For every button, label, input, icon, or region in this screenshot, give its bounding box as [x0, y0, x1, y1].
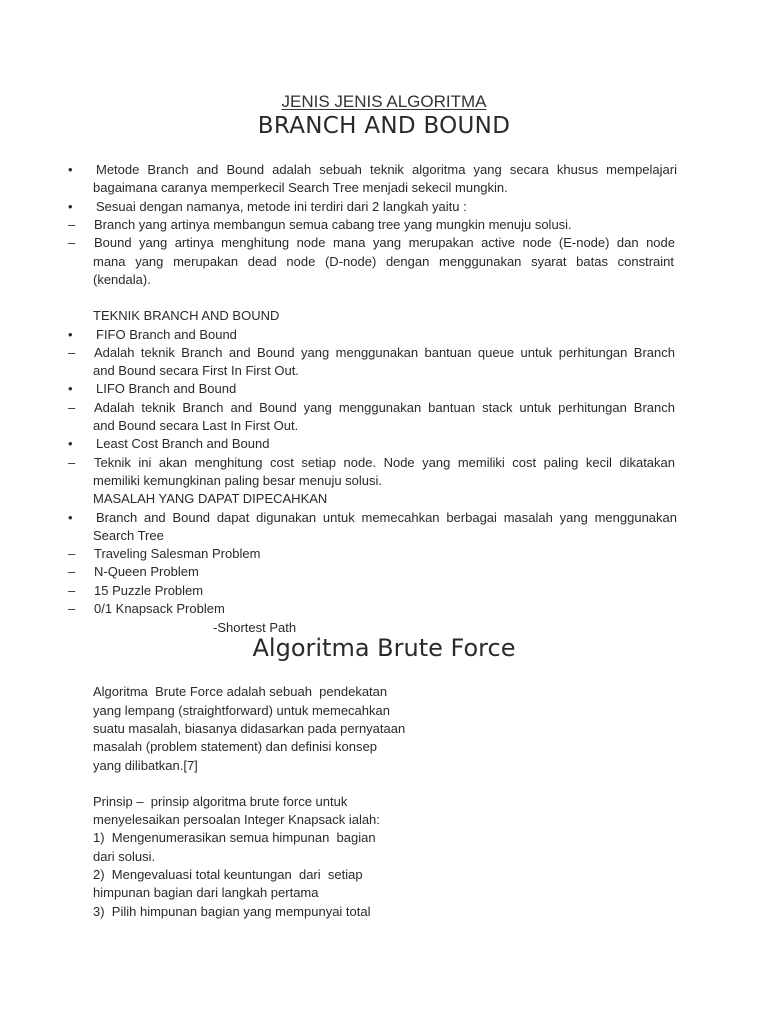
bullet-marker: • [68, 162, 73, 177]
dash-marker: – [68, 455, 76, 470]
list-item-line: Bound yang artinya menghitung node mana yang merupakan active node (E-node) dan node [94, 235, 675, 250]
list-item-line: and Bound secara First In First Out. [93, 363, 299, 378]
list-item-line: LIFO Branch and Bound [96, 381, 237, 396]
list-item-line: Search Tree [93, 528, 164, 543]
list-item-line: FIFO Branch and Bound [96, 327, 237, 342]
bullet-marker: • [68, 327, 73, 342]
document-title: BRANCH AND BOUND [257, 113, 511, 139]
dash-marker: – [68, 546, 76, 561]
document-subtitle: JENIS JENIS ALGORITMA [281, 92, 487, 111]
paragraph-line: masalah (problem statement) dan definisi konsep [93, 739, 377, 754]
paragraph-line: himpunan bagian dari langkah pertama [93, 885, 319, 900]
paragraph-line: menyelesaikan persoalan Integer Knapsack ialah: [93, 812, 380, 827]
paragraph-line: Algoritma Brute Force adalah sebuah pendekatan [93, 684, 388, 699]
list-item-line: Branch yang artinya membangun semua cabang tree yang mungkin menuju solusi. [94, 217, 572, 232]
dash-marker: – [68, 345, 76, 360]
paragraph-line: 2) Mengevaluasi total keuntungan dari setiap [93, 867, 363, 882]
paragraph-line: 3) Pilih himpunan bagian yang mempunyai total [93, 904, 371, 919]
list-item-line: 0/1 Knapsack Problem [94, 601, 225, 616]
list-item-line: mana yang merupakan dead node (D-node) dengan menggunakan syarat batas constraint [93, 254, 674, 269]
paragraph-line: suatu masalah, biasanya didasarkan pada pernyataan [93, 721, 406, 736]
dash-marker: – [68, 235, 76, 250]
dash-marker: – [68, 400, 76, 415]
section-heading: TEKNIK BRANCH AND BOUND [93, 308, 280, 323]
paragraph-line: 1) Mengenumerasikan semua himpunan bagian [93, 830, 376, 845]
list-item-line: Branch and Bound dapat digunakan untuk memecahkan berbagai masalah yang menggunakan [96, 510, 677, 525]
brute-force-title: Algoritma Brute Force [252, 634, 516, 662]
list-item-line: (kendala). [93, 272, 151, 287]
paragraph-line: yang dilibatkan.[7] [93, 758, 198, 773]
dash-marker: – [68, 564, 76, 579]
dash-marker: – [68, 601, 76, 616]
list-item-line: and Bound secara Last In First Out. [93, 418, 299, 433]
list-item-line: Teknik ini akan menghitung cost setiap node. Node yang memiliki cost paling kecil dikatakan [94, 455, 675, 470]
section-heading: MASALAH YANG DAPAT DIPECAHKAN [93, 491, 328, 506]
bullet-marker: • [68, 436, 73, 451]
paragraph-line: yang lempang (straightforward) untuk memecahkan [93, 703, 390, 718]
paragraph-line: dari solusi. [93, 849, 156, 864]
list-item-line: Metode Branch and Bound adalah sebuah teknik algoritma yang secara khusus mempelajari [96, 162, 677, 177]
list-item-line: 15 Puzzle Problem [94, 583, 204, 598]
dash-marker: – [68, 583, 76, 598]
list-item-line: Sesuai dengan namanya, metode ini terdiri dari 2 langkah yaitu : [96, 199, 467, 214]
bullet-marker: • [68, 199, 73, 214]
list-item-line: bagaimana caranya memperkecil Search Tree menjadi sekecil mungkin. [93, 180, 508, 195]
list-item-line: Adalah teknik Branch and Bound yang menggunakan bantuan stack untuk perhitungan Branch [94, 400, 675, 415]
dash-marker: – [68, 217, 76, 232]
list-item-line: Traveling Salesman Problem [94, 546, 261, 561]
list-item-line: Least Cost Branch and Bound [96, 436, 270, 451]
list-item-line: N-Queen Problem [94, 564, 199, 579]
bullet-marker: • [68, 510, 73, 525]
list-item-line: memiliki kemungkinan paling besar menuju solusi. [93, 473, 383, 488]
paragraph-line: Prinsip – prinsip algoritma brute force untuk [93, 794, 348, 809]
shortest-path-text: -Shortest Path [213, 620, 297, 635]
list-item-line: Adalah teknik Branch and Bound yang menggunakan bantuan queue untuk perhitungan Branch [94, 345, 675, 360]
bullet-marker: • [68, 381, 73, 396]
